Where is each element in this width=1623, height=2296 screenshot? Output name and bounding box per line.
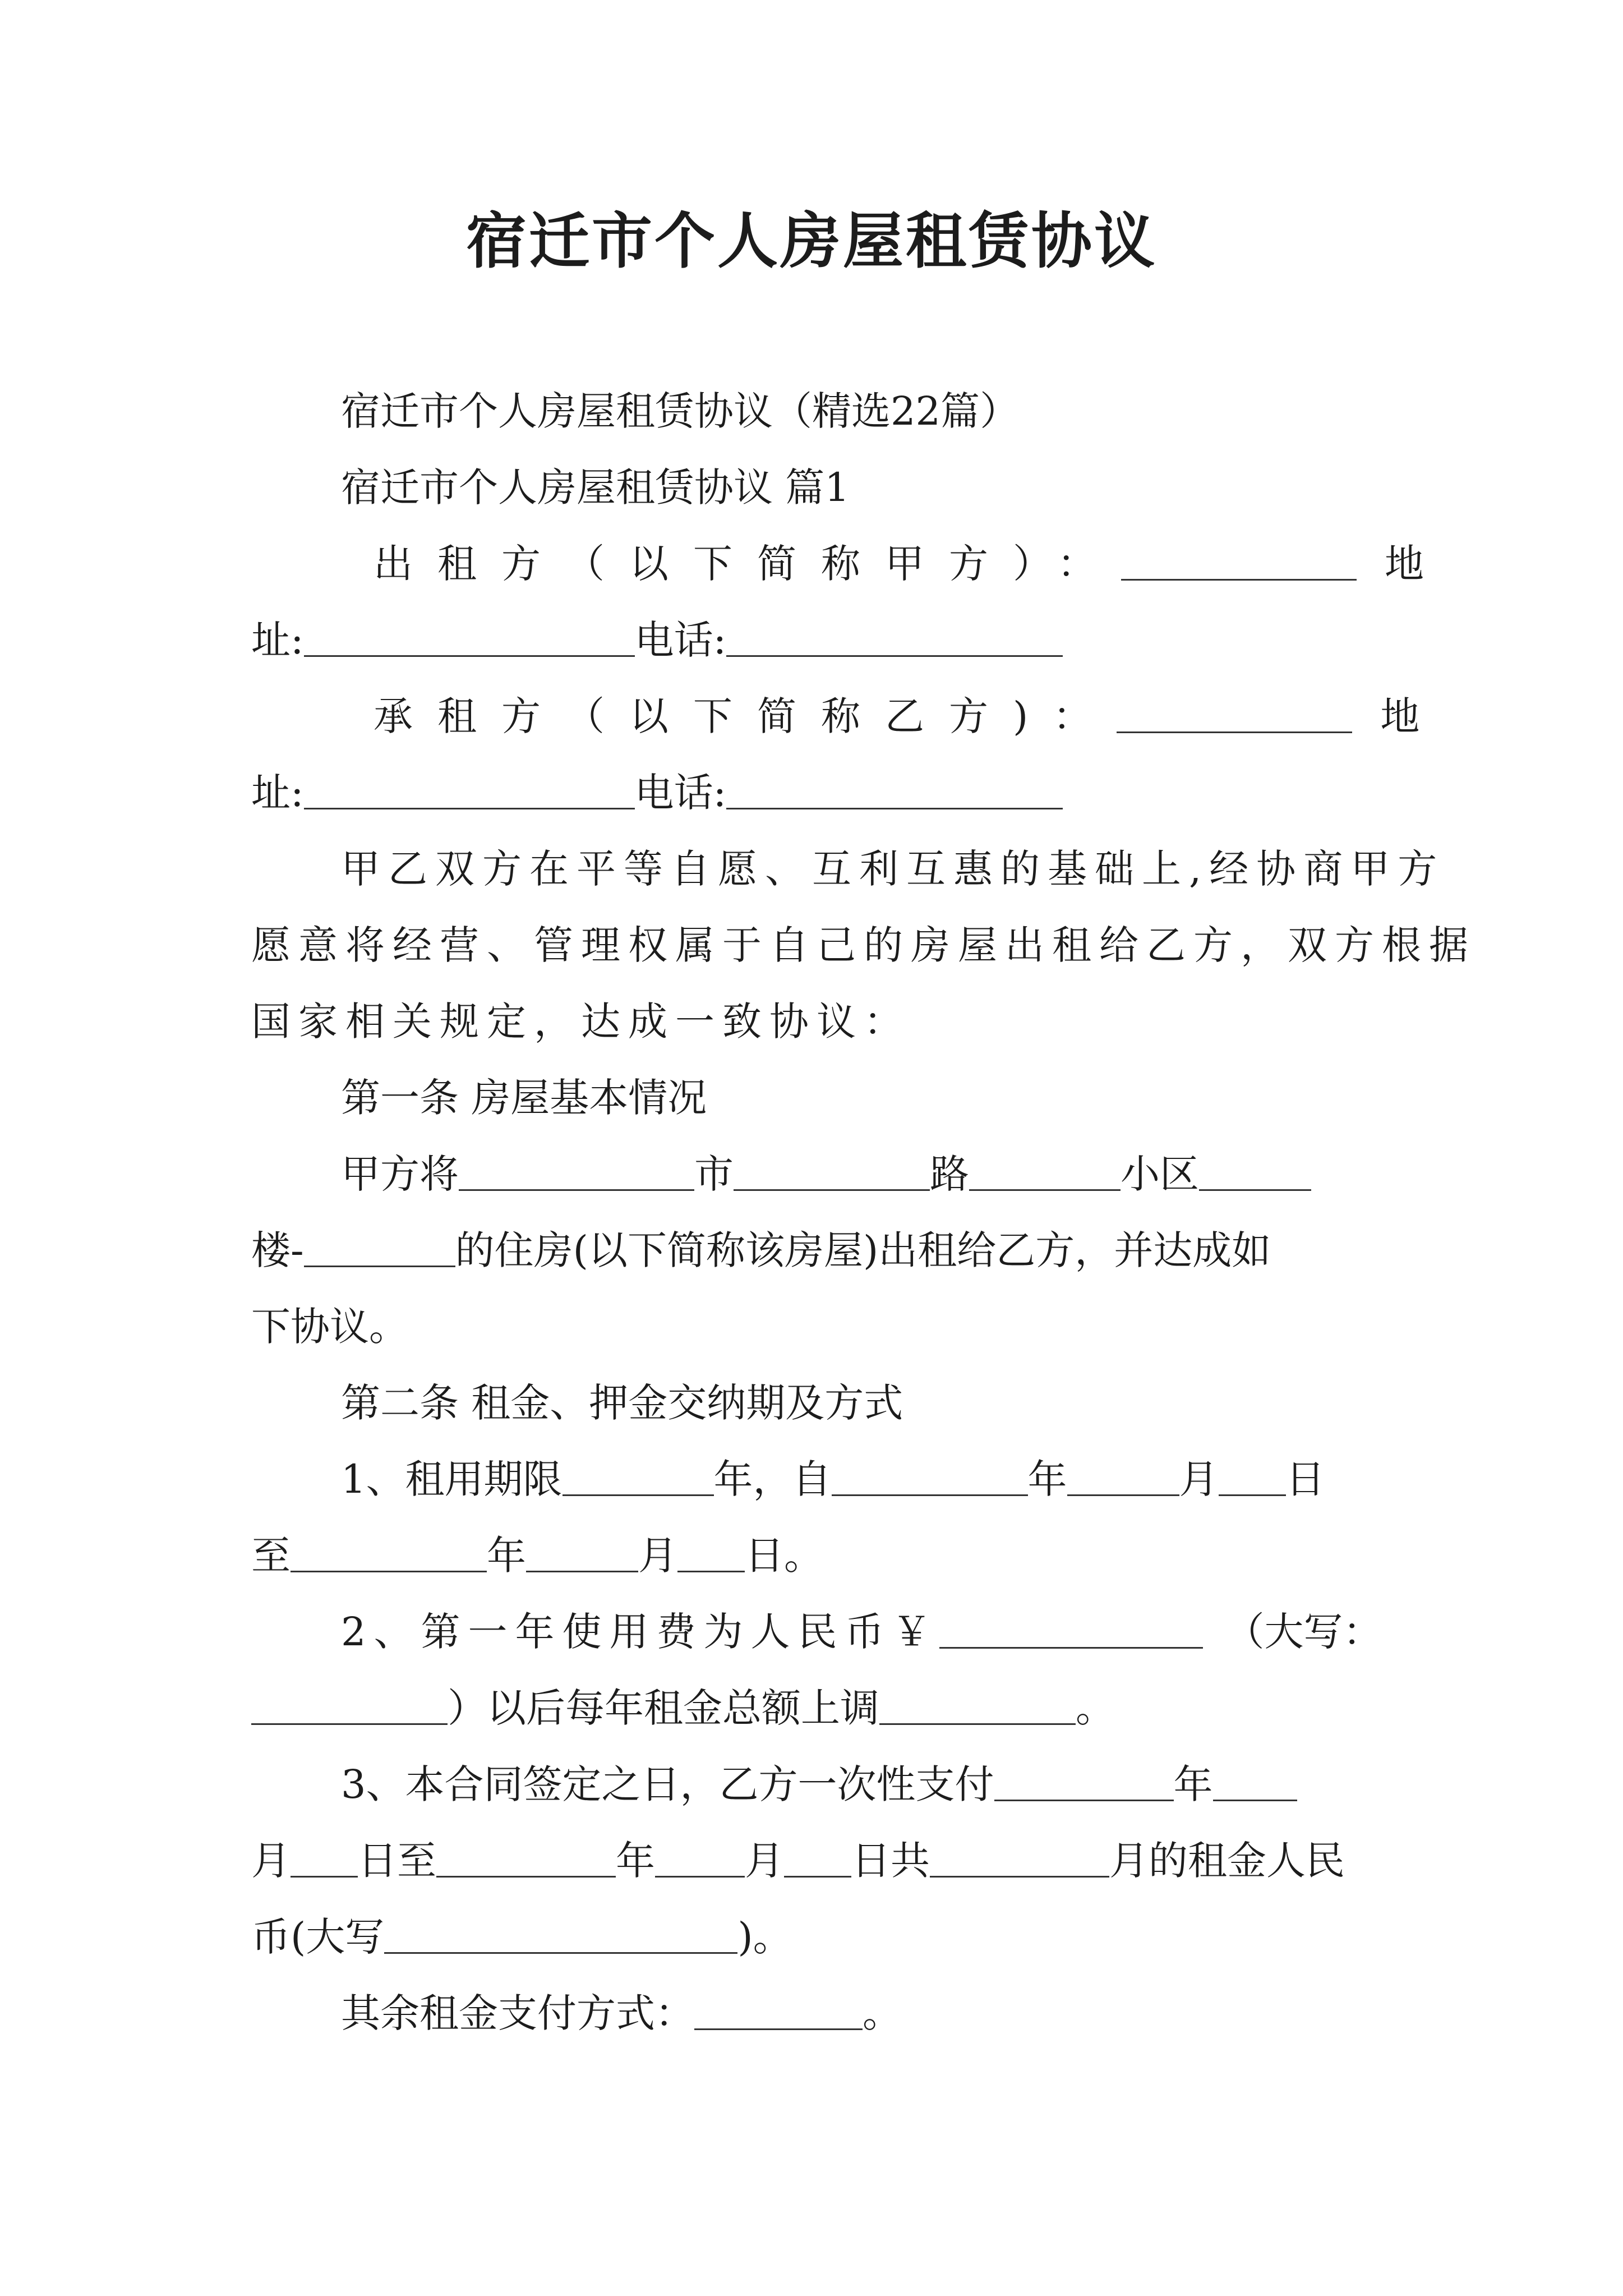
paragraph-house-2 <box>251 1212 1390 1289</box>
text-span: ）以后每年租金总额上调 <box>448 1685 879 1731</box>
paragraph-collection-title: 宿迁市个人房屋租赁协议（精选22篇） <box>341 388 1020 434</box>
paragraph-lessee-contact <box>251 754 1390 831</box>
paragraph-preamble-3: 国家相关规定，达成一致协议： <box>251 999 911 1045</box>
blank-line <box>1199 1153 1311 1191</box>
lessee-address-label-a: 地 <box>1380 693 1420 739</box>
text-span: 甲方将 <box>341 1151 459 1197</box>
blank-line <box>562 1458 714 1496</box>
blank-line <box>930 1840 1109 1878</box>
article-1-heading: 第一条 房屋基本情况 <box>341 1075 707 1121</box>
text-span: 楼- <box>251 1227 304 1273</box>
blank-line <box>994 1764 1174 1801</box>
text-span: 市 <box>694 1151 734 1197</box>
document-body <box>251 373 1476 2051</box>
blank-line <box>304 772 635 809</box>
blank-line <box>726 619 1063 657</box>
text-span: 年 <box>487 1533 526 1579</box>
paragraph-fee-2 <box>251 1670 1390 1746</box>
lessor-label: 出租方（以下简称甲方）： <box>374 541 1121 587</box>
blank-line <box>304 1230 455 1267</box>
text-span: )。 <box>737 1914 792 1960</box>
text-span: 至 <box>251 1533 291 1579</box>
blank-line <box>1121 543 1357 581</box>
text-span: 年 <box>1027 1456 1067 1502</box>
text-span: 月 <box>638 1533 677 1579</box>
text-span: 2、第一年使用费为人民币￥ <box>341 1609 939 1655</box>
text-span: 3、本合同签定之日，乙方一次性支付 <box>341 1761 994 1807</box>
paragraph-payment-1 <box>251 1746 1390 1823</box>
blank-line <box>526 1535 638 1572</box>
text-span: 日 <box>1285 1456 1325 1502</box>
blank-line <box>1117 696 1352 733</box>
text-span: 年，自 <box>713 1456 832 1502</box>
text-span: 日共 <box>851 1838 930 1884</box>
text-span: 月 <box>1179 1456 1219 1502</box>
paragraph-lessor <box>251 526 1424 602</box>
blank-line <box>677 1535 745 1572</box>
paragraph-preamble-1: 甲乙双方在平等自愿、互利互惠的基础上,经协商甲方 <box>341 846 1445 892</box>
blank-line <box>939 1611 1203 1649</box>
blank-line <box>459 1153 694 1191</box>
blank-line <box>734 1153 930 1191</box>
blank-line <box>304 619 635 657</box>
text-span: 月 <box>745 1838 784 1884</box>
lessee-label: 承租方（以下简称乙方)： <box>374 693 1117 739</box>
text-span: 月的租金人民 <box>1109 1838 1345 1884</box>
paragraph-payment-2 <box>251 1823 1390 1899</box>
text-span: 小区 <box>1121 1151 1199 1197</box>
article-2-heading: 第二条 租金、押金交纳期及方式 <box>341 1380 903 1426</box>
blank-line <box>879 1687 1076 1725</box>
lessee-address-label-b: 址: <box>251 770 304 816</box>
paragraph-fee-1 <box>251 1594 1390 1670</box>
lessor-address-label-a: 地 <box>1385 541 1424 587</box>
lessor-phone-label: 电话: <box>634 617 727 663</box>
blank-line <box>291 1840 358 1878</box>
text-span: 。 <box>863 1990 902 2036</box>
blank-line <box>1213 1764 1297 1801</box>
text-span: 路 <box>930 1151 969 1197</box>
paragraph-payment-3 <box>251 1899 1390 1975</box>
text-span: 其余租金支付方式： <box>341 1990 694 2036</box>
text-span: 年 <box>1173 1761 1213 1807</box>
text-span: 日。 <box>745 1533 823 1579</box>
blank-line <box>655 1840 745 1878</box>
text-span: 币(大写 <box>251 1914 385 1960</box>
text-span: 年 <box>616 1838 655 1884</box>
paragraph-term-1 <box>251 1441 1390 1517</box>
lessee-phone-label: 电话: <box>634 770 727 816</box>
lessor-address-label-b: 址: <box>251 617 304 663</box>
paragraph-term-2 <box>251 1517 1390 1594</box>
text-span: 1、租用期限 <box>341 1456 562 1502</box>
blank-line <box>969 1153 1121 1191</box>
blank-line <box>291 1535 487 1572</box>
blank-line <box>384 1916 737 1954</box>
blank-line <box>251 1687 448 1725</box>
paragraph-house-1 <box>251 1136 1390 1212</box>
blank-line <box>1219 1458 1286 1496</box>
text-span: （大写： <box>1225 1609 1382 1655</box>
text-span: 的住房(以下简称该房屋)出租给乙方，并达成如 <box>455 1227 1271 1273</box>
paragraph-house-3: 下协议。 <box>251 1304 408 1350</box>
blank-line <box>832 1458 1028 1496</box>
text-span: 日至 <box>358 1838 436 1884</box>
blank-line <box>1067 1458 1179 1496</box>
blank-line <box>436 1840 616 1878</box>
document-title: 宿迁市个人房屋租赁协议 <box>465 206 1157 277</box>
paragraph-remaining-rent <box>251 1975 1390 2051</box>
blank-line <box>726 772 1063 809</box>
paragraph-article-heading: 宿迁市个人房屋租赁协议 篇1 <box>341 464 850 510</box>
blank-line <box>784 1840 851 1878</box>
blank-line <box>694 1993 863 2030</box>
text-span: 月 <box>251 1838 291 1884</box>
paragraph-preamble-2: 愿意将经营、管理权属于自己的房屋出租给乙方，双方根据 <box>251 922 1476 968</box>
paragraph-lessee <box>251 678 1420 754</box>
text-span: 。 <box>1076 1685 1115 1731</box>
paragraph-lessor-contact <box>251 602 1390 678</box>
